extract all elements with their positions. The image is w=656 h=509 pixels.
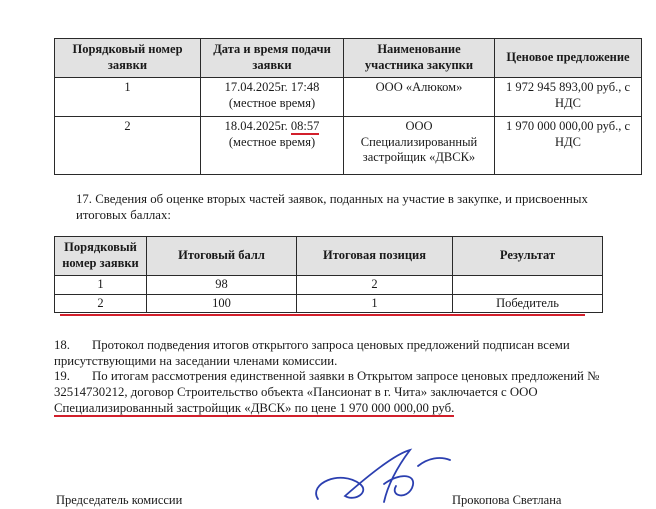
header-result: Результат (453, 237, 603, 276)
paragraph-number: 19. (54, 369, 70, 383)
winner-row-underline (60, 314, 585, 316)
cell-score: 100 (147, 294, 297, 313)
signatory-name: Прокопова Светлана (452, 493, 562, 507)
header-date-time: Дата и время подачи заявки (201, 39, 344, 78)
paragraph-text-highlighted: Специализированный застройщик «ДВСК» по цене 1 970 000 000,00 руб. (54, 400, 455, 415)
header-participant: Наименование участника закупки (344, 39, 495, 78)
cell-date-time (201, 78, 344, 117)
cell-date-time (201, 117, 344, 175)
cell-app-number: 2 (55, 117, 201, 175)
header-app-number: Порядковый номер заявки (55, 39, 201, 78)
header-app-number: Порядковый номер заявки (55, 237, 147, 276)
date-prefix: 18.04.2025г. (224, 119, 291, 133)
paragraph-text: Протокол подведения итогов открытого запроса ценовых предложений подписан всеми присутствующими на заседании членами комиссии. (54, 338, 570, 368)
table-row (55, 294, 603, 313)
paragraph-text: Сведения об оценке вторых частей заявок, поданных на участие в закупке, и присвоенных итоговых баллах: (76, 192, 588, 222)
paragraph-number: 17. (76, 192, 92, 206)
paragraph-18 (54, 338, 636, 370)
table-header-row (55, 39, 642, 78)
date-note: (местное время) (228, 134, 316, 149)
cell-result: Победитель (453, 294, 603, 313)
date-value (205, 119, 339, 135)
cell-app-number: 1 (55, 276, 147, 295)
cell-price: 1 972 945 893,00 руб., с НДС (495, 78, 642, 117)
cell-position: 2 (297, 276, 453, 295)
header-position: Итоговая позиция (297, 237, 453, 276)
table-header-row (55, 237, 603, 276)
applications-table (54, 38, 642, 175)
header-score: Итоговый балл (147, 237, 297, 276)
date-note: (местное время) (228, 95, 316, 110)
table-row (55, 276, 603, 295)
header-price: Ценовое предложение (495, 39, 642, 78)
cell-participant: ООО Специализированный застройщик «ДВСК» (344, 117, 495, 175)
paragraph-text: По итогам рассмотрения единственной заявки в Открытом запросе ценовых предложений № 32514730212, договор Строительство объекта «Пансионат в г. Чита» заключается с ООО (54, 369, 600, 399)
scores-table (54, 236, 603, 313)
cell-price: 1 970 000 000,00 руб., с НДС (495, 117, 642, 175)
cell-participant: ООО «Алюком» (344, 78, 495, 117)
date-time-highlighted: 08:57 (290, 119, 320, 133)
cell-result (453, 276, 603, 295)
paragraph-19 (54, 369, 636, 417)
signature-label: Председатель комиссии (56, 493, 183, 507)
paragraph-17 (76, 192, 636, 224)
paragraph-number: 18. (54, 338, 70, 352)
cell-score: 98 (147, 276, 297, 295)
date-value: 17.04.2025г. 17:48 (224, 80, 320, 94)
cell-app-number: 2 (55, 294, 147, 313)
table-row (55, 117, 642, 175)
cell-position: 1 (297, 294, 453, 313)
cell-app-number: 1 (55, 78, 201, 117)
table-row (55, 78, 642, 117)
signature-mark (300, 444, 460, 505)
